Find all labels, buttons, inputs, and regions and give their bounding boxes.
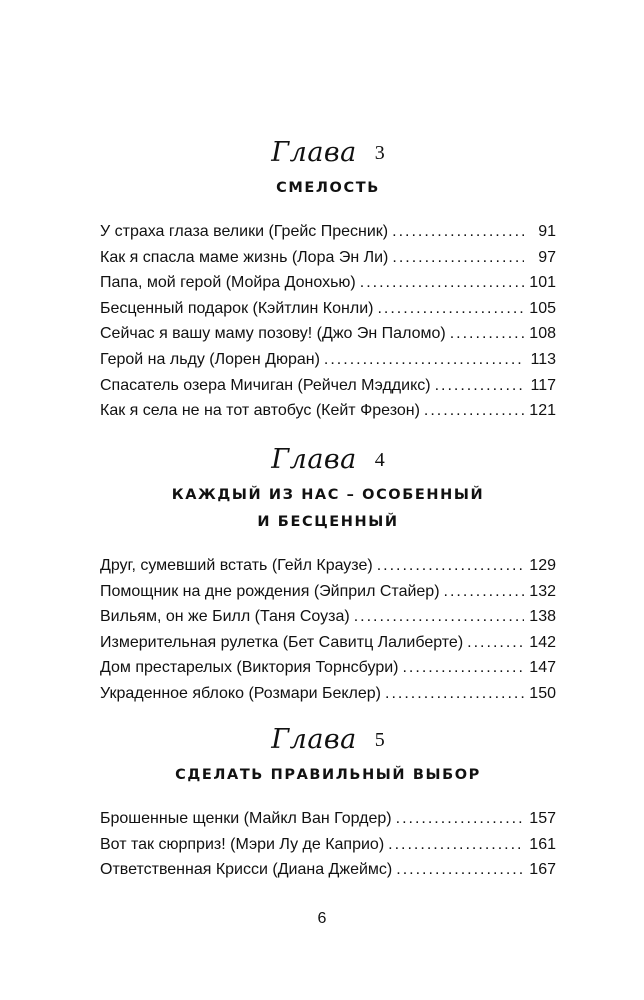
- dot-leader: [324, 347, 524, 373]
- dot-leader: [402, 655, 524, 681]
- dot-leader: [392, 245, 524, 271]
- toc-list: [100, 806, 556, 883]
- chapter-title: [100, 175, 556, 202]
- story-title: У страха глаза велики (Грейс Пресник): [100, 223, 389, 240]
- toc-list: [100, 553, 556, 707]
- page-ref: 117: [530, 376, 556, 394]
- toc-entry[interactable]: [100, 806, 556, 832]
- story-title: Ответственная Крисси (Диана Джеймс): [100, 861, 393, 879]
- story-title: Сейчас я вашу маму позову! (Джо Эн Паломо): [100, 325, 446, 343]
- story-title: Герой на льду (Лорен Дюран): [100, 350, 320, 368]
- page-ref: 108: [529, 325, 556, 343]
- page-ref: 147: [529, 659, 556, 677]
- page-ref: 161: [529, 835, 556, 853]
- toc-list: [100, 219, 556, 424]
- story-title: Вот так сюрприз! (Мэри Лу де Каприо): [100, 835, 385, 853]
- dot-leader: [377, 553, 524, 579]
- page-ref: 142: [529, 633, 556, 651]
- toc-entry[interactable]: [100, 604, 556, 630]
- dot-leader: [435, 373, 524, 399]
- chapter-title: [100, 482, 556, 536]
- toc-entry[interactable]: [100, 553, 556, 579]
- page-ref: 91: [538, 223, 556, 240]
- toc-entry[interactable]: [100, 655, 556, 681]
- toc-entry[interactable]: [100, 832, 556, 858]
- page-ref: 129: [529, 557, 556, 574]
- page-ref: 167: [529, 861, 556, 879]
- chapter-heading: [100, 440, 556, 480]
- dot-leader: [396, 806, 524, 832]
- chapter-title-line: СДЕЛАТЬ ПРАВИЛЬНЫЙ ВЫБОР: [175, 767, 481, 783]
- dot-leader: [396, 857, 524, 883]
- chapter-5: [100, 720, 556, 883]
- chapter-3: [100, 133, 556, 424]
- toc-entry[interactable]: [100, 681, 556, 707]
- page-ref: 113: [530, 350, 556, 368]
- toc-entry[interactable]: [100, 398, 556, 424]
- chapter-heading: [100, 133, 556, 173]
- dot-leader: [450, 321, 524, 347]
- chapter-word: Глава: [271, 137, 357, 168]
- page-ref: 132: [529, 582, 556, 600]
- toc-entry[interactable]: [100, 579, 556, 605]
- toc-entry[interactable]: [100, 245, 556, 271]
- dot-leader: [388, 832, 524, 858]
- chapter-title: [100, 762, 556, 789]
- story-title: Украденное яблоко (Розмари Беклер): [100, 684, 382, 702]
- toc-entry[interactable]: [100, 630, 556, 656]
- page-ref: 150: [529, 684, 556, 702]
- toc-entry[interactable]: [100, 373, 556, 399]
- chapter-number: 5: [374, 729, 385, 751]
- toc-entry[interactable]: [100, 219, 556, 245]
- dot-leader: [354, 604, 524, 630]
- toc-entry[interactable]: [100, 321, 556, 347]
- toc-entry[interactable]: [100, 270, 556, 296]
- chapter-heading: [100, 720, 556, 760]
- story-title: Вильям, он же Билл (Таня Соуза): [100, 608, 350, 626]
- story-title: Измерительная рулетка (Бет Савитц Лалиберте): [100, 633, 464, 651]
- chapter-number: 4: [374, 449, 385, 471]
- dot-leader: [392, 219, 524, 245]
- page-number: 6: [317, 910, 327, 927]
- page-ref: 105: [529, 299, 556, 317]
- story-title: Спасатель озера Мичиган (Рейчел Мэддикс): [100, 376, 431, 394]
- story-title: Дом престарелых (Виктория Торнсбури): [100, 659, 399, 677]
- story-title: Как я села не на тот автобус (Кейт Фрезон): [100, 402, 420, 420]
- story-title: Брошенные щенки (Майкл Ван Гордер): [100, 810, 392, 827]
- dot-leader: [467, 630, 524, 656]
- toc-entry[interactable]: [100, 347, 556, 373]
- chapter-number: 3: [374, 142, 385, 164]
- page-ref: 97: [538, 248, 556, 266]
- story-title: Бесценный подарок (Кэйтлин Конли): [100, 299, 374, 317]
- chapter-title-line: СМЕЛОСТЬ: [276, 180, 380, 196]
- story-title: Папа, мой герой (Мойра Донохью): [100, 274, 356, 292]
- page-ref: 101: [529, 274, 556, 292]
- chapter-title-line: КАЖДЫЙ ИЗ НАС – ОСОБЕННЫЙ: [171, 487, 485, 503]
- story-title: Помощник на дне рождения (Эйприл Стайер): [100, 582, 440, 600]
- page-ref: 138: [529, 608, 556, 626]
- page-ref: 157: [529, 810, 556, 827]
- story-title: Как я спасла маме жизнь (Лора Эн Ли): [100, 248, 389, 266]
- dot-leader: [360, 270, 524, 296]
- chapter-title-line: И БЕСЦЕННЫЙ: [257, 514, 399, 530]
- dot-leader: [444, 579, 524, 605]
- chapter-word: Глава: [271, 444, 357, 475]
- chapter-4: [100, 440, 556, 707]
- dot-leader: [377, 296, 524, 322]
- dot-leader: [424, 398, 524, 424]
- toc-entry[interactable]: [100, 857, 556, 883]
- page-ref: 121: [529, 402, 556, 420]
- chapter-word: Глава: [271, 724, 357, 755]
- dot-leader: [385, 681, 524, 707]
- story-title: Друг, сумевший встать (Гейл Краузе): [100, 557, 373, 574]
- toc-entry[interactable]: [100, 296, 556, 322]
